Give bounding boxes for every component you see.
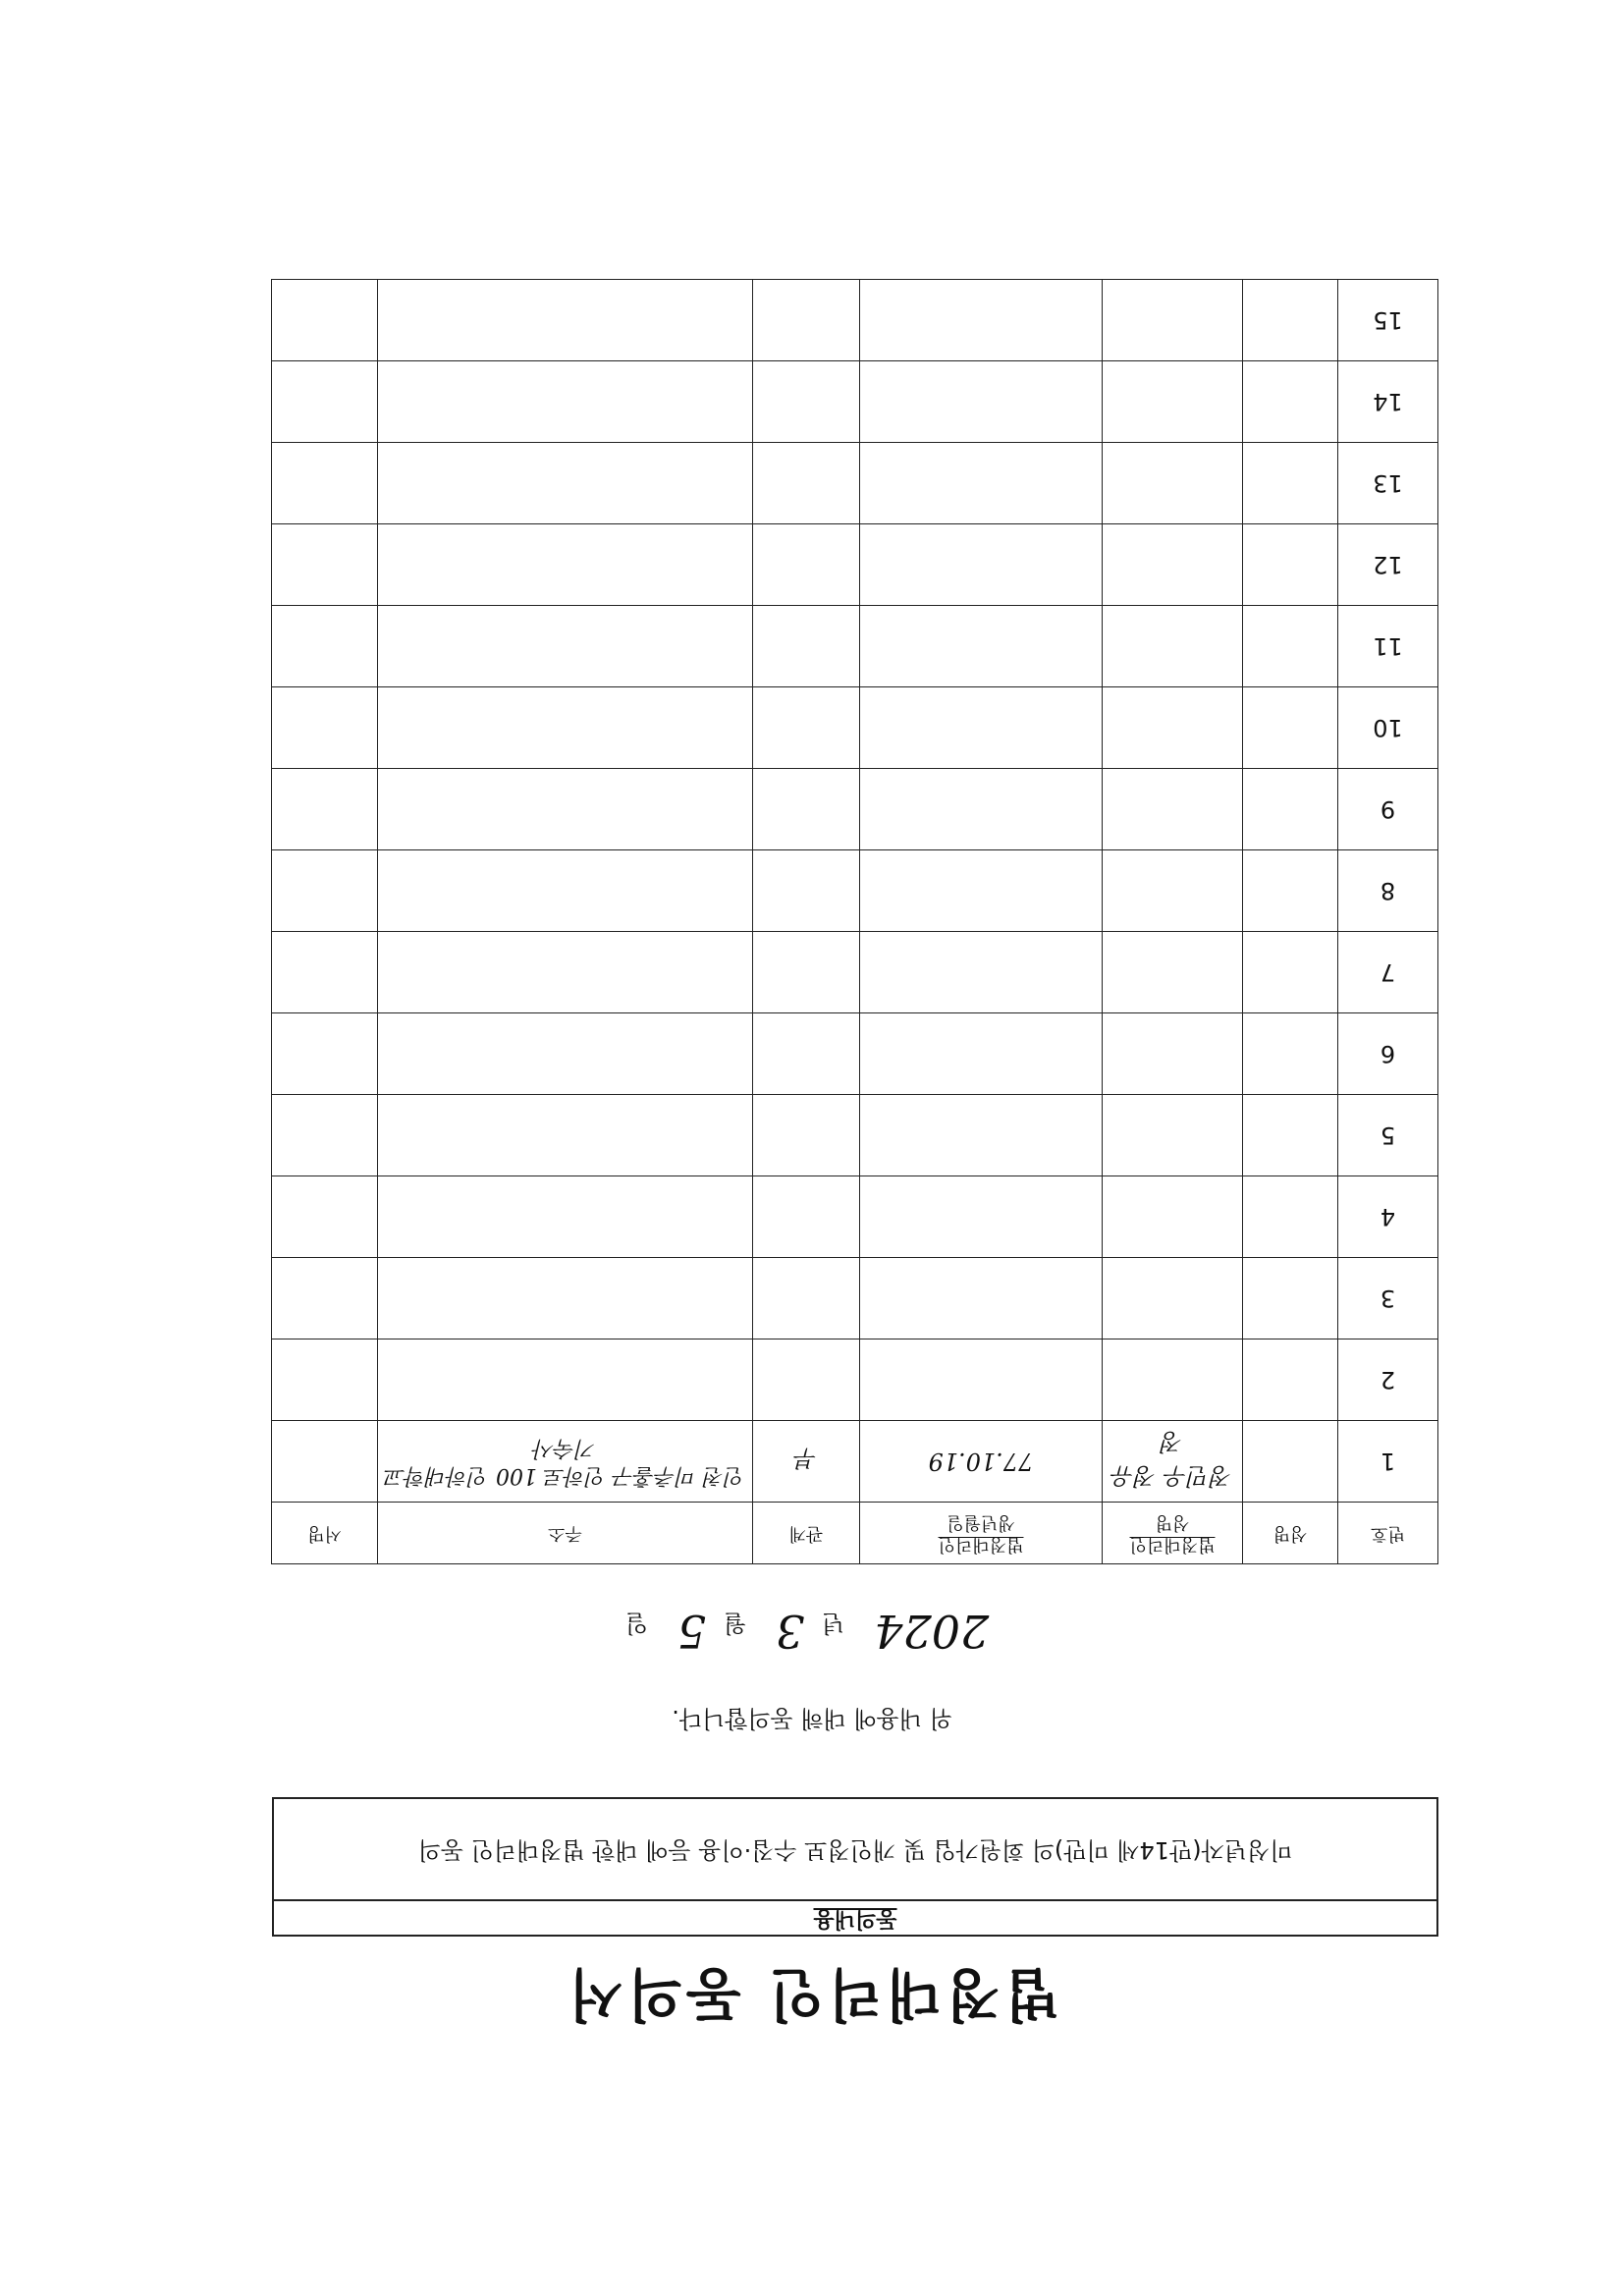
cell-guardian-name [1103, 769, 1243, 850]
cell-name [1243, 1258, 1338, 1339]
cell-guardian-name [1103, 280, 1243, 361]
cell-relation [753, 769, 860, 850]
header-guardian-birth [860, 1503, 1103, 1564]
cell-guardian-birth [860, 932, 1103, 1013]
cell-guardian-birth [860, 769, 1103, 850]
cell-name [1243, 606, 1338, 687]
cell-sign [272, 606, 378, 687]
cell-relation: 부 [753, 1421, 860, 1503]
cell-sign [272, 524, 378, 606]
cell-guardian-birth [860, 1339, 1103, 1421]
cell-guardian-name [1103, 1339, 1243, 1421]
table-row [272, 1339, 1438, 1421]
table-row [272, 932, 1438, 1013]
cell-relation [753, 1176, 860, 1258]
cell-guardian-birth [860, 1176, 1103, 1258]
cell-sign [272, 1013, 378, 1095]
cell-address [378, 1339, 753, 1421]
cell-relation [753, 1258, 860, 1339]
cell-guardian-birth [860, 1258, 1103, 1339]
cell-no: 14 [1338, 361, 1438, 443]
cell-guardian-birth [860, 687, 1103, 769]
cell-no: 7 [1338, 932, 1438, 1013]
cell-address [378, 1176, 753, 1258]
cell-no: 6 [1338, 1013, 1438, 1095]
cell-sign [272, 361, 378, 443]
header-guardian-name [1103, 1503, 1243, 1564]
cell-relation [753, 1339, 860, 1421]
header-sign: 서명 [272, 1503, 378, 1564]
cell-name [1243, 443, 1338, 524]
cell-guardian-birth [860, 524, 1103, 606]
cell-sign [272, 850, 378, 932]
cell-relation [753, 443, 860, 524]
table-row [272, 1258, 1438, 1339]
cell-guardian-name [1103, 606, 1243, 687]
agreement-statement: 위 내용에 대해 동의합니다. [672, 1705, 952, 1732]
cell-relation [753, 850, 860, 932]
table-row [272, 1013, 1438, 1095]
consent-body-text: 미성년자(만14세 미만)의 회원가입 및 개인정보 수집·이용 등에 대한 법정대리인 동의 [417, 1836, 1293, 1864]
cell-relation [753, 280, 860, 361]
guardian-roster-table [271, 279, 1438, 1564]
cell-sign [272, 280, 378, 361]
cell-name [1243, 1176, 1338, 1258]
cell-name [1243, 850, 1338, 932]
cell-relation [753, 606, 860, 687]
cell-no: 13 [1338, 443, 1438, 524]
cell-guardian-name [1103, 1013, 1243, 1095]
cell-address [378, 443, 753, 524]
header-guardian-name-line2: 성명 [1155, 1512, 1190, 1533]
table-row [272, 606, 1438, 687]
header-no: 번호 [1338, 1503, 1438, 1564]
cell-address [378, 1013, 753, 1095]
cell-address [378, 361, 753, 443]
cell-guardian-birth [860, 1095, 1103, 1176]
cell-guardian-birth [860, 850, 1103, 932]
table-row [272, 1095, 1438, 1176]
cell-address [378, 932, 753, 1013]
table-row [272, 443, 1438, 524]
cell-guardian-name [1103, 443, 1243, 524]
cell-sign [272, 1176, 378, 1258]
cell-relation [753, 1013, 860, 1095]
cell-name [1243, 1013, 1338, 1095]
cell-sign [272, 932, 378, 1013]
table-row [272, 524, 1438, 606]
cell-guardian-name [1103, 687, 1243, 769]
cell-name [1243, 769, 1338, 850]
cell-address [378, 606, 753, 687]
cell-guardian-birth [860, 1013, 1103, 1095]
consent-content-box [272, 1797, 1438, 1937]
cell-sign [272, 687, 378, 769]
cell-name [1243, 1421, 1338, 1503]
cell-name [1243, 361, 1338, 443]
cell-sign [272, 443, 378, 524]
cell-no: 3 [1338, 1258, 1438, 1339]
cell-guardian-birth [860, 606, 1103, 687]
cell-guardian-birth [860, 280, 1103, 361]
cell-guardian-name [1103, 932, 1243, 1013]
cell-guardian-name [1103, 524, 1243, 606]
table-header-row [272, 1503, 1438, 1564]
cell-no: 10 [1338, 687, 1438, 769]
table-row [272, 280, 1438, 361]
header-address: 주소 [378, 1503, 753, 1564]
date-day-unit: 일 [624, 1610, 648, 1637]
cell-guardian-name: 정민우 정유정 [1103, 1421, 1243, 1503]
cell-guardian-name [1103, 850, 1243, 932]
cell-name [1243, 687, 1338, 769]
cell-no: 12 [1338, 524, 1438, 606]
cell-relation [753, 361, 860, 443]
table-row [272, 687, 1438, 769]
cell-address [378, 850, 753, 932]
date-month-unit: 월 [723, 1610, 747, 1637]
table-row [272, 1176, 1438, 1258]
cell-guardian-name [1103, 1176, 1243, 1258]
date-year: 2024 [874, 1605, 990, 1658]
cell-sign [272, 1339, 378, 1421]
table-row [272, 1421, 1438, 1503]
cell-guardian-birth [860, 443, 1103, 524]
consent-header: 동의내용 [274, 1899, 1436, 1935]
cell-no: 2 [1338, 1339, 1438, 1421]
cell-guardian-name [1103, 361, 1243, 443]
cell-address [378, 280, 753, 361]
cell-relation [753, 1095, 860, 1176]
signature-date [0, 1605, 1624, 1658]
table-row [272, 769, 1438, 850]
cell-guardian-name [1103, 1258, 1243, 1339]
cell-relation [753, 932, 860, 1013]
cell-no: 15 [1338, 280, 1438, 361]
header-guardian-birth-line2: 생년월일 [947, 1512, 1015, 1533]
cell-sign [272, 1258, 378, 1339]
cell-no: 9 [1338, 769, 1438, 850]
cell-no: 11 [1338, 606, 1438, 687]
cell-no: 1 [1338, 1421, 1438, 1503]
cell-sign [272, 769, 378, 850]
cell-no: 8 [1338, 850, 1438, 932]
table-body [272, 280, 1438, 1503]
cell-relation [753, 687, 860, 769]
date-month: 3 [776, 1605, 805, 1658]
cell-address [378, 687, 753, 769]
table-row [272, 361, 1438, 443]
document-title: 법정대리인 동의서 [564, 1961, 1060, 2028]
cell-address [378, 1258, 753, 1339]
header-name: 성명 [1243, 1503, 1338, 1564]
cell-address [378, 1095, 753, 1176]
cell-name [1243, 1095, 1338, 1176]
cell-relation [753, 524, 860, 606]
cell-sign [272, 1095, 378, 1176]
cell-name [1243, 932, 1338, 1013]
cell-no: 4 [1338, 1176, 1438, 1258]
cell-sign [272, 1421, 378, 1503]
cell-address [378, 524, 753, 606]
cell-name [1243, 1339, 1338, 1421]
cell-name [1243, 524, 1338, 606]
date-day: 5 [677, 1605, 707, 1658]
cell-name [1243, 280, 1338, 361]
header-guardian-name-line1: 법정대리인 [1129, 1534, 1216, 1555]
header-relation: 관계 [753, 1503, 860, 1564]
cell-address [378, 769, 753, 850]
table-row [272, 850, 1438, 932]
cell-guardian-name [1103, 1095, 1243, 1176]
date-year-unit: 년 [821, 1610, 845, 1637]
cell-guardian-birth [860, 361, 1103, 443]
header-guardian-birth-line1: 법정대리인 [938, 1534, 1024, 1555]
cell-no: 5 [1338, 1095, 1438, 1176]
cell-guardian-birth: 77.10.19 [860, 1421, 1103, 1503]
cell-address: 인천 미추홀구 인하로 100 인하대학교 기숙사 [378, 1421, 753, 1503]
